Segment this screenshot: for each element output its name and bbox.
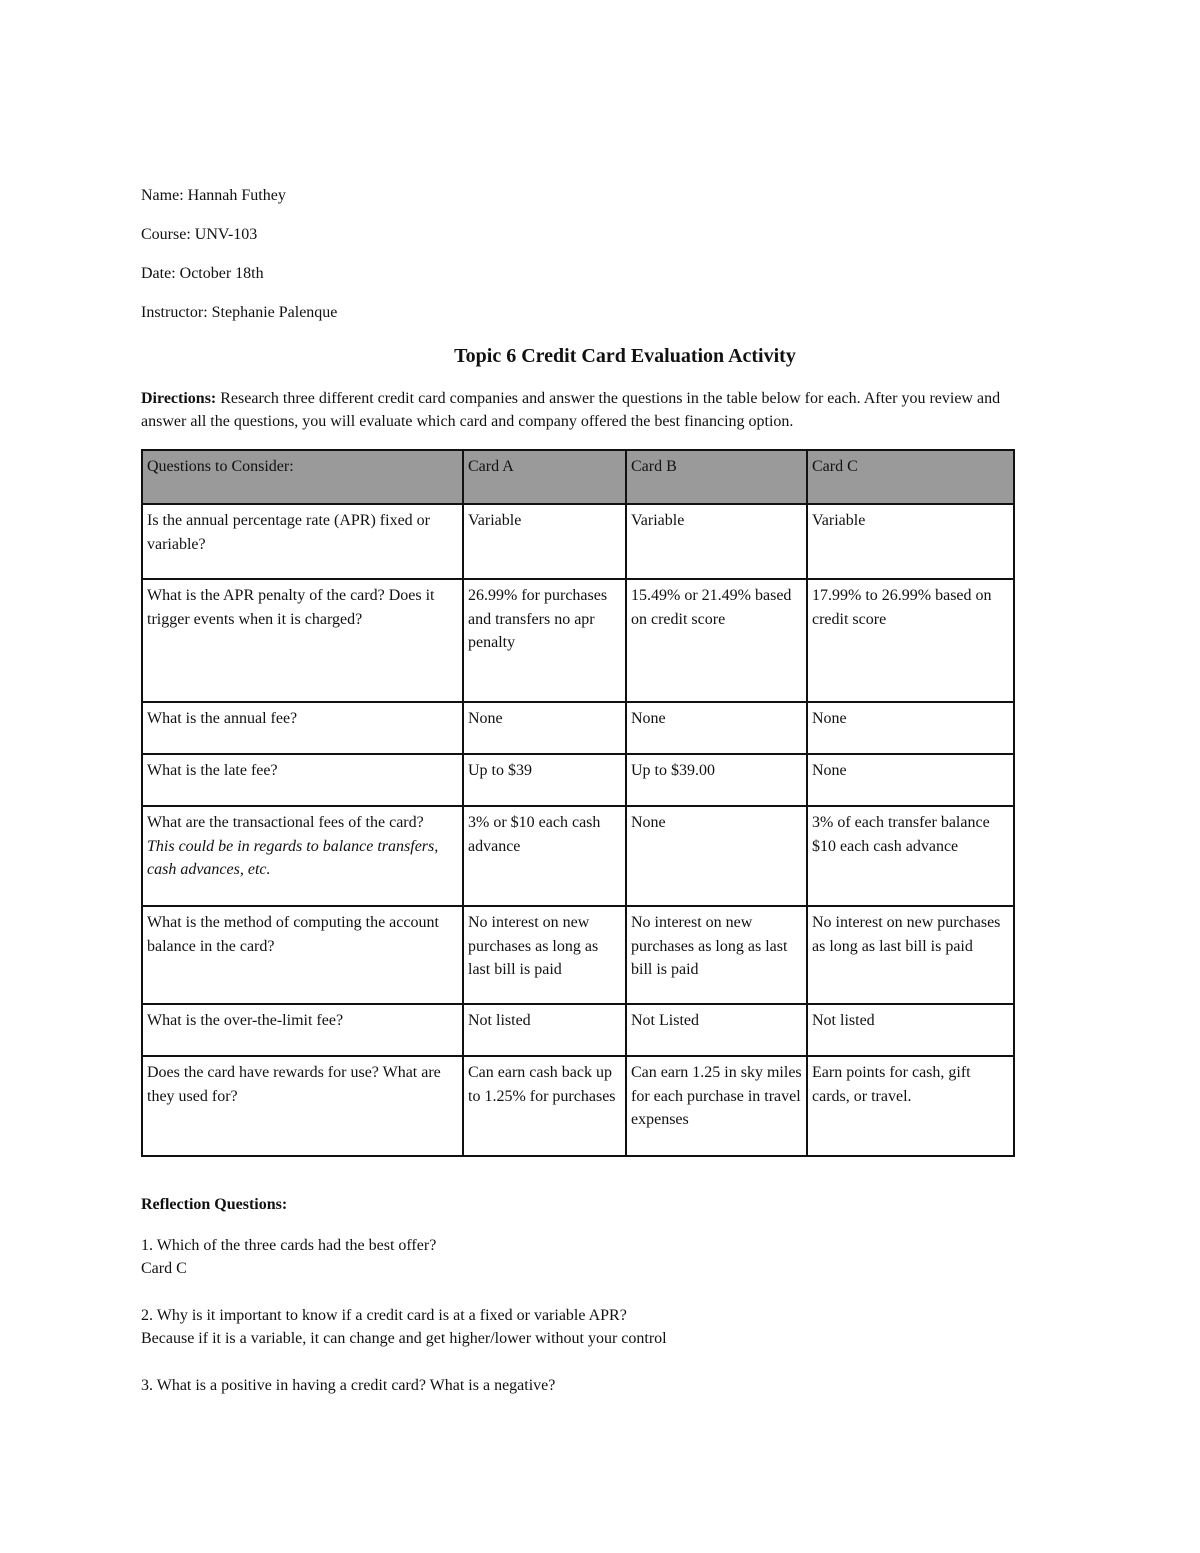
- card-b-cell: Can earn 1.25 in sky miles for each purchase in travel expenses: [626, 1056, 807, 1156]
- question-cell: What is the late fee?: [142, 754, 463, 806]
- course-line: Course: UNV-103: [141, 226, 258, 243]
- reflection-item: [141, 1374, 1041, 1398]
- instructor-line: Instructor: Stephanie Palenque: [141, 304, 338, 321]
- table-row: [142, 754, 1014, 806]
- card-b-cell: Not Listed: [626, 1004, 807, 1056]
- card-c-cell: Not listed: [807, 1004, 1014, 1056]
- card-a-cell: 3% or $10 each cash advance: [463, 806, 626, 906]
- table-row: [142, 806, 1014, 906]
- question-cell: Is the annual percentage rate (APR) fixed or variable?: [142, 504, 463, 579]
- header-card-a: Card A: [463, 450, 626, 504]
- card-c-cell: None: [807, 702, 1014, 754]
- date-line: Date: October 18th: [141, 265, 264, 282]
- question-note: This could be in regards to balance transfers, cash advances, etc.: [147, 837, 439, 878]
- student-name: Name: Hannah Futhey: [141, 187, 286, 204]
- question-cell: What is the APR penalty of the card? Does it trigger events when it is charged?: [142, 579, 463, 702]
- header-card-c: Card C: [807, 450, 1014, 504]
- card-a-cell: No interest on new purchases as long as last bill is paid: [463, 906, 626, 1004]
- reflection-item: [141, 1304, 1041, 1351]
- card-b-cell: No interest on new purchases as long as last bill is paid: [626, 906, 807, 1004]
- question-text: What are the transactional fees of the card?: [147, 814, 424, 831]
- card-b-cell: Variable: [626, 504, 807, 579]
- table-row: [142, 504, 1014, 579]
- question-cell: Does the card have rewards for use? What are they used for?: [142, 1056, 463, 1156]
- question-cell: What is the annual fee?: [142, 702, 463, 754]
- directions-paragraph: [141, 387, 1021, 433]
- card-a-cell: 26.99% for purchases and transfers no apr penalty: [463, 579, 626, 702]
- table-row: [142, 906, 1014, 1004]
- reflection-question: 1. Which of the three cards had the best offer?: [141, 1236, 437, 1254]
- reflection-question: 2. Why is it important to know if a credit card is at a fixed or variable APR?: [141, 1306, 627, 1324]
- header-questions: Questions to Consider:: [142, 450, 463, 504]
- header-card-b: Card B: [626, 450, 807, 504]
- table-row: [142, 1004, 1014, 1056]
- table-header-row: [142, 450, 1014, 504]
- reflection-title: Reflection Questions:: [141, 1196, 288, 1213]
- reflection-section: [141, 1193, 1041, 1420]
- card-c-cell: Earn points for cash, gift cards, or travel.: [807, 1056, 1014, 1156]
- document-title: Topic 6 Credit Card Evaluation Activity: [454, 345, 796, 367]
- card-b-cell: 15.49% or 21.49% based on credit score: [626, 579, 807, 702]
- directions-label: Directions:: [141, 390, 217, 407]
- card-b-cell: Up to $39.00: [626, 754, 807, 806]
- card-c-cell: 17.99% to 26.99% based on credit score: [807, 579, 1014, 702]
- card-b-cell: None: [626, 806, 807, 906]
- card-a-cell: Can earn cash back up to 1.25% for purchases: [463, 1056, 626, 1156]
- card-a-cell: Up to $39: [463, 754, 626, 806]
- card-a-cell: Variable: [463, 504, 626, 579]
- card-c-cell: No interest on new purchases as long as last bill is paid: [807, 906, 1014, 1004]
- card-c-cell: 3% of each transfer balance $10 each cash advance: [807, 806, 1014, 906]
- reflection-item: [141, 1234, 1041, 1281]
- card-a-cell: Not listed: [463, 1004, 626, 1056]
- question-cell: What is the method of computing the account balance in the card?: [142, 906, 463, 1004]
- question-cell: What is the over-the-limit fee?: [142, 1004, 463, 1056]
- table-row: [142, 1056, 1014, 1156]
- reflection-answer: Because if it is a variable, it can change and get higher/lower without your control: [141, 1330, 667, 1347]
- table-row: [142, 579, 1014, 702]
- card-a-cell: None: [463, 702, 626, 754]
- reflection-answer: Card C: [141, 1260, 187, 1277]
- table-row: [142, 702, 1014, 754]
- card-b-cell: None: [626, 702, 807, 754]
- evaluation-table: [141, 449, 1015, 1157]
- card-c-cell: Variable: [807, 504, 1014, 579]
- card-c-cell: None: [807, 754, 1014, 806]
- reflection-question: 3. What is a positive in having a credit card? What is a negative?: [141, 1376, 556, 1394]
- directions-text: Research three different credit card companies and answer the questions in the table below for each. After you review and answer all the questions, you will evaluate which card and company offered the best financing option.: [141, 390, 1001, 430]
- question-cell: [142, 806, 463, 906]
